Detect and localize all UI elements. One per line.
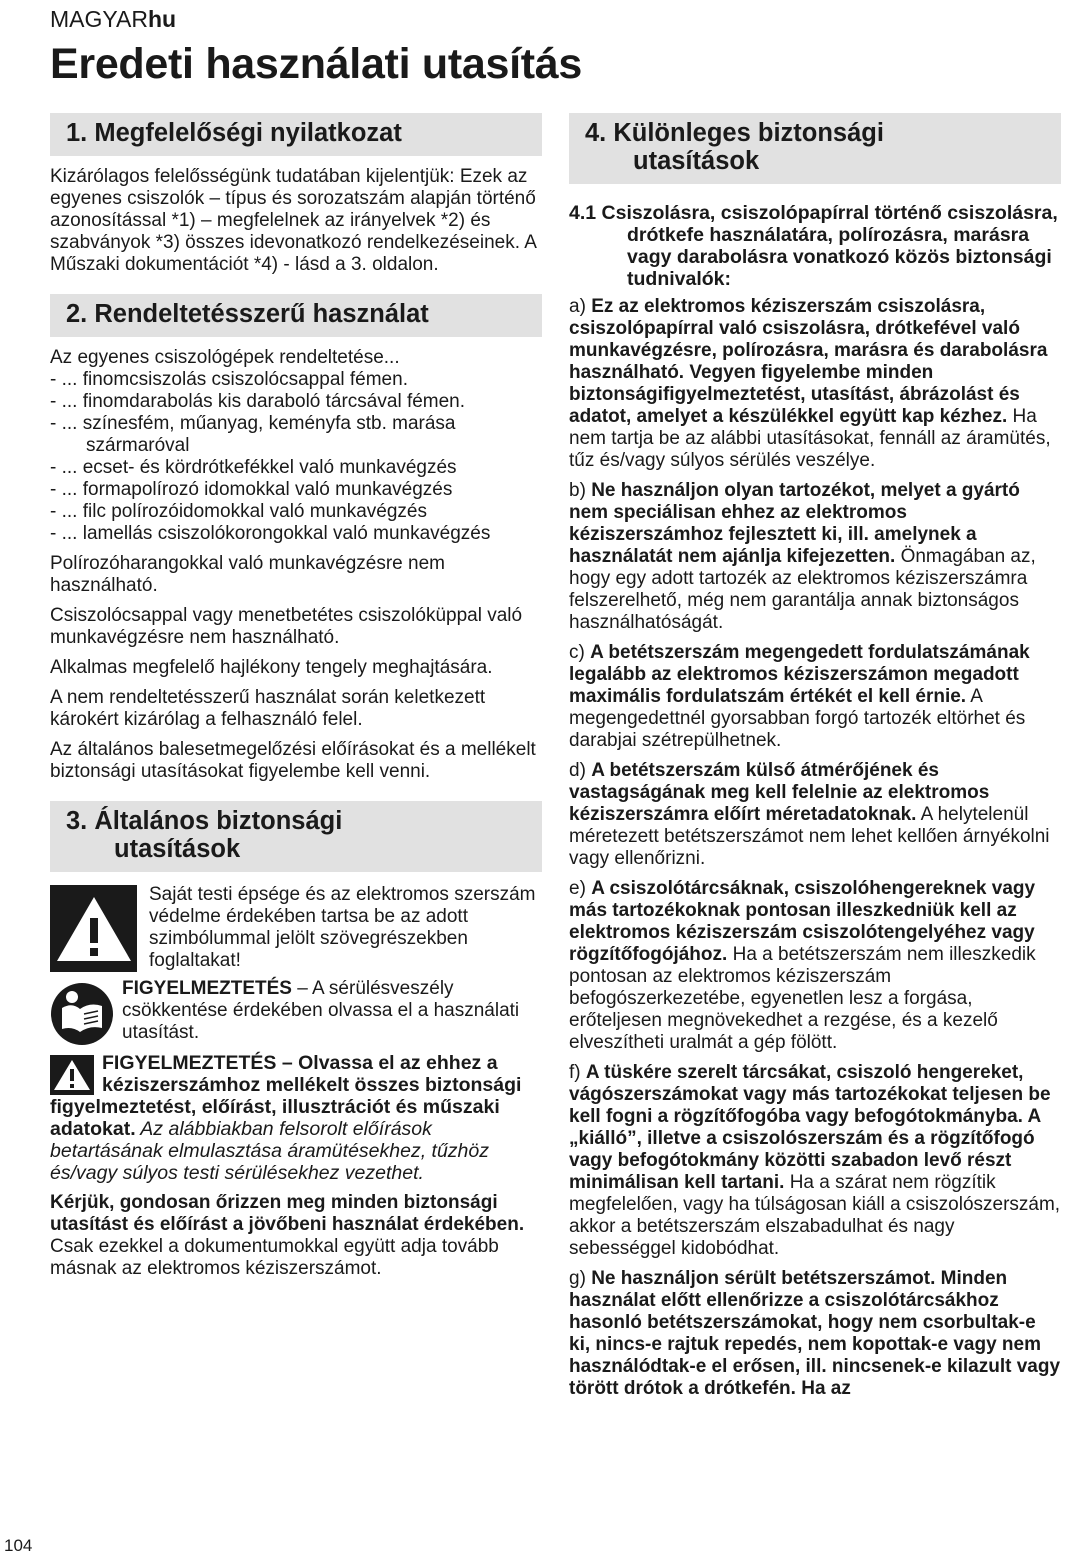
safety-item-b: b) Ne használjon olyan tartozékot, melyet a gyártó nem speciálisan ehhez az elektromos kéziszerszámhoz fejlesztett ki, ill. amelynek a használatát nem ajánlja kifejezetten. Önmagában az, hogy egy adott tartozék az elektromos kéziszerszámra felszerelhető, még nem garantálja annak biztonságos használhatóságát. (569, 480, 1036, 633)
safety-item-c: c) A betétszerszám megengedett fordulatszámának legalább az elektromos kéziszerszámon megadott maximális fordulatszám értékét el kell érnie. A megengedettnél gyorsabban forgó tartozék eltörhet és darabjai szétrepülhetnek. (569, 642, 1030, 751)
intended-use-note-1: Polírozóharangokkal való munkavégzésre nem használható. (50, 553, 445, 596)
document-title: Eredeti használati utasítás (50, 40, 582, 88)
list-item: - ... formapolírozó idomokkal való munkavégzés (50, 479, 453, 500)
intended-use-note-5: Az általános balesetmegelőzési előírásokat és a mellékelt biztonsági utasításokat figyelembe kell venni. (50, 739, 536, 782)
intended-use-note-4: A nem rendeltetésszerű használat során keletkezett károkért kizárólag a felhasználó felel. (50, 687, 486, 730)
intended-use-note-3: Alkalmas megfelelő hajlékony tengely meghajtására. (50, 657, 493, 678)
keep-instructions-bold: Kérjük, gondosan őrizzen meg minden biztonsági utasítást és előírást a jövőbeni használat érdekében. (50, 1192, 525, 1235)
conformity-text: Kizárólagos felelősségünk tudatában kijelentjük: Ezek az egyenes csiszolók – típus és sorozatszám alapján történő azonosítással *1) – megfelelnek az irányelvek *2) és szabványok *3) összes idevonatkozó rendelkezéseinek. A Műszaki dokumentációt *4) - lásd a 3. oldalon. (50, 166, 536, 275)
left-column (50, 113, 542, 1288)
safety-item-d: d) A betétszerszám külső átmérőjének és vastagságának meg kell felelnie az elektromos kéziszerszámra előírt méretadatoknak. A helytelenül méretezett betétszerszámot nem lehet kellően árnyékolni vagy ellenőrizni. (569, 760, 1050, 869)
intended-use-intro: Az egyenes csiszológépek rendeltetése... (50, 347, 400, 368)
list-item: - ... lamellás csiszolókorongokkal való munkavégzés (50, 523, 491, 544)
safety-item-a: a) Ez az elektromos kéziszerszám csiszolásra, csiszolópapírral való csiszolásra, drótkefével való munkavégzésre, polírozásra, marásra és darabolásra használható. Vegyen figyelembe minden biztonságifigyelmeztetést, utasítást, ábrázolást és adatot, amelyet a készülékkel együtt kap kézhez. Ha nem tartja be az alábbi utasításokat, fennáll az áramütés, tűz és/vagy súlyos sérülés veszélye. (569, 296, 1051, 471)
read-manual-block (50, 978, 542, 1046)
list-item: - ... ecset- és kördrótkefékkel való munkavégzés (50, 457, 457, 478)
safety-item-f: f) A tüskére szerelt tárcsákat, csiszoló hengereket, vágószerszámokat vagy más tartozékokat teljesen be kell fogni a rögzítőfogóba vagy befogótokmányba. A „kiálló”, illetve a csiszolószerszám és a rögzítőfogó vagy befogótokmány közötti szabadon levő részt minimálisan kell tartani. Ha a szárat nem rögzítik megfelelően, vagy ha túlságosan kiáll a csiszolószerszám, akkor a betétszerszám elszabadulhat és nagy sebességgel kidobódhat. (569, 1062, 1061, 1259)
section-heading-intended-use: 2. Rendeltetésszerű használat (50, 294, 542, 337)
subsection-heading-4-1: 4.1 Csiszolásra, csiszolópapírral történő csiszolásra, drótkefe használatára, polírozásra, marásra vagy darabolásra vonatkozó közös biztonsági tudnivalók: (569, 202, 1058, 290)
safety-item-e: e) A csiszolótárcsáknak, csiszolóhengereknek vagy más tartozékoknak pontosan illeszkedniük kell az elektromos kéziszerszám csiszolótengelyéhez vagy rögzítőfogójához. Ha a betétszerszám nem illeszkedik pontosan az elektromos kéziszerszám befogószerkezetébe, egyenetlen lesz a forgása, erőteljesen megnövekedhet a rezgése, és a kezelő elveszítheti uralmát a gép fölött. (569, 878, 1036, 1053)
read-manual-icon (50, 982, 114, 1046)
section-heading-conformity: 1. Megfelelőségi nyilatkozat (50, 113, 542, 156)
read-manual-text: FIGYELMEZTETÉS – A sérülésveszély csökkentése érdekében olvassa el a használati utasítást. (122, 978, 520, 1043)
list-item: - ... finomcsiszolás csiszolócsappal fémen. (50, 369, 408, 390)
list-item: - ... finomdarabolás kis daraboló tárcsával fémen. (50, 391, 466, 412)
keep-instructions-text: Csak ezekkel a dokumentumokkal együtt adja tovább másnak az elektromos kéziszerszámot. (50, 1236, 499, 1279)
intended-use-note-2: Csiszolócsappal vagy menetbetétes csiszolóküppal való munkavégzésre nem használható. (50, 605, 523, 648)
general-warning: FIGYELMEZTETÉS – Olvassa el az ehhez a kéziszerszámhoz mellékelt összes biztonsági figyelmeztetést, előírást, illusztrációt és műszaki adatokat. Az alábbiakban felsorolt előírások betartásának elmulasztása áramütésekhez, tűzhöz és/vagy súlyos testi sérülésekhez vezethet. (50, 1052, 522, 1184)
warning-triangle-small-icon (50, 1055, 94, 1095)
section-heading-general-safety: 3. Általános biztonsági utasítások (50, 801, 542, 872)
page-number: 104 (4, 1536, 33, 1555)
list-item: - ... színesfém, műanyag, keményfa stb. marása szármaróval (50, 413, 456, 456)
list-item: - ... filc polírozóidomokkal való munkavégzés (50, 501, 427, 522)
language-label: MAGYARhu (50, 6, 177, 32)
warning-symbol-block (50, 884, 542, 972)
warning-triangle-icon (50, 885, 137, 972)
intended-use-list (50, 369, 542, 545)
section-heading-special-safety: 4. Különleges biztonsági utasítások (569, 113, 1061, 184)
right-column (569, 113, 1061, 1408)
safety-item-g: g) Ne használjon sérült betétszerszámot. Minden használat előtt ellenőrizze a csiszolótárcsákhoz hasonló betétszerszámokat, hogy nem csorbultak-e ki, nincs-e rajtuk repedés, nem kopottak-e vagy nem használódtak-e el erősen, ill. nincsenek-e kilazult vagy törött drótok a drótkefén. Ha az (569, 1268, 1061, 1399)
warning-symbol-text: Saját testi épsége és az elektromos szerszám védelme érdekében tartsa be az adott szimbólummal jelölt szövegrészekben foglaltakat! (149, 884, 536, 971)
